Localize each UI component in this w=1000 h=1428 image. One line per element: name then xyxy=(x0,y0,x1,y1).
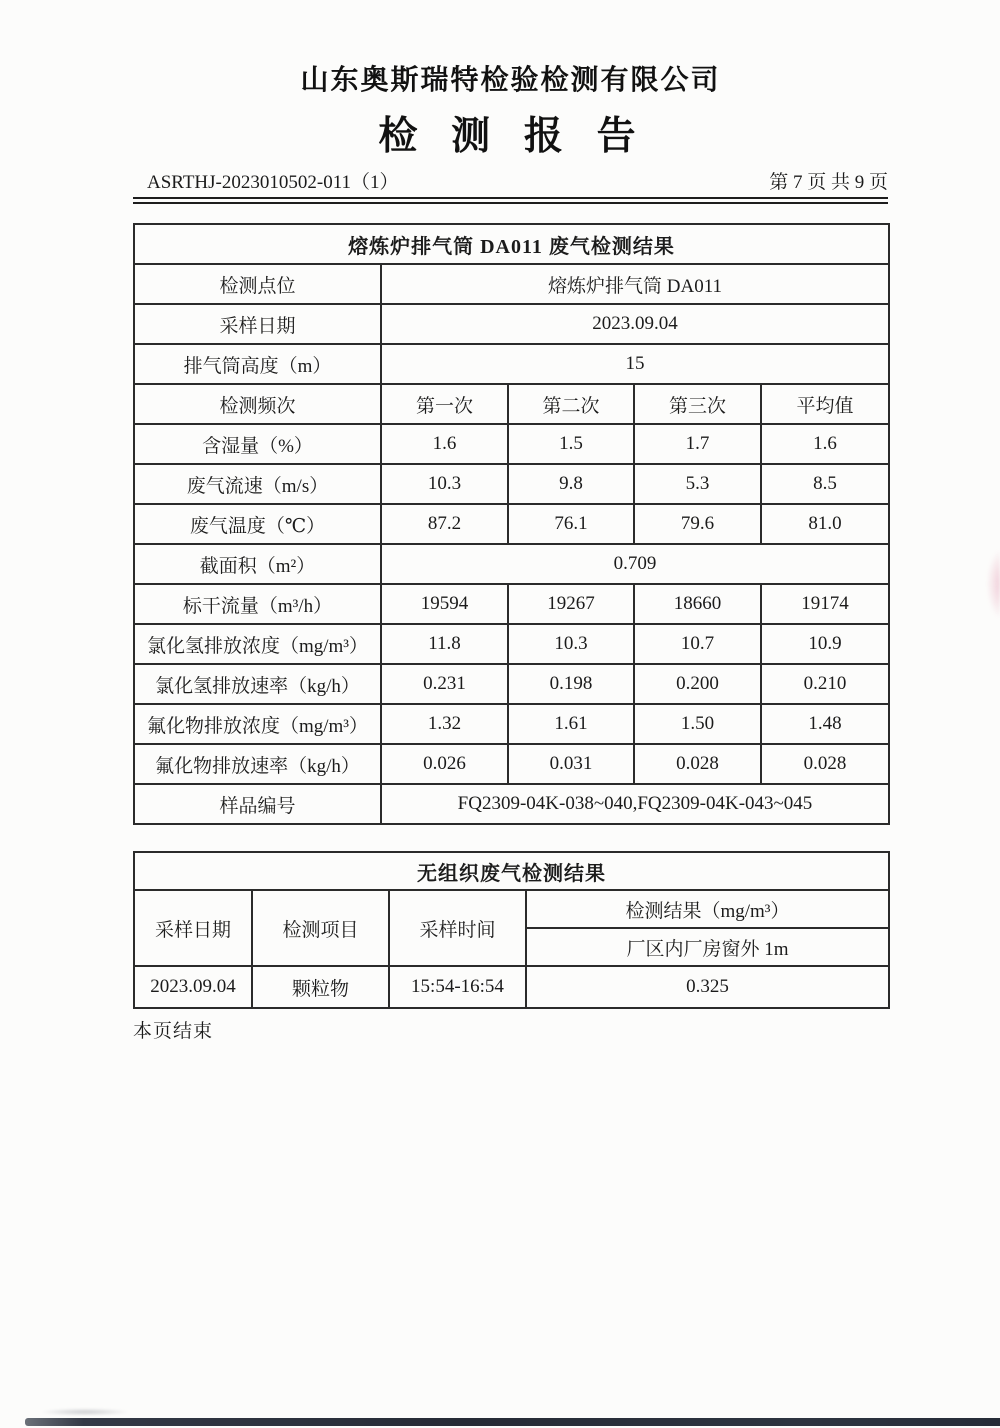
cell-value: 81.0 xyxy=(761,504,889,544)
cell-value: 10.7 xyxy=(634,624,761,664)
row-label: 废气温度（℃） xyxy=(134,504,381,544)
table-row-frequency-header xyxy=(134,384,889,424)
cell-value: 19594 xyxy=(381,584,508,624)
cell-value: 0.031 xyxy=(508,744,634,784)
cell-value: 0.028 xyxy=(634,744,761,784)
cell-value: 1.6 xyxy=(761,424,889,464)
table1-title: 熔炼炉排气筒 DA011 废气检测结果 xyxy=(134,224,889,264)
row-label: 氯化氢排放速率（kg/h） xyxy=(134,664,381,704)
table-row-gas-temperature xyxy=(134,504,889,544)
cell-value: 87.2 xyxy=(381,504,508,544)
report-number: ASRTHJ-2023010502-011（1） xyxy=(147,172,399,193)
company-name: 山东奥斯瑞特检验检测有限公司 xyxy=(300,65,721,96)
cell-value: 10.9 xyxy=(761,624,889,664)
cell-value: 0.198 xyxy=(508,664,634,704)
cell-value: 11.8 xyxy=(381,624,508,664)
row-label: 含湿量（%） xyxy=(134,424,381,464)
col-header-sampling-date: 采样日期 xyxy=(134,890,252,966)
cell-value: 5.3 xyxy=(634,464,761,504)
cell-value: 1.5 xyxy=(508,424,634,464)
table-title-row xyxy=(134,852,889,890)
red-stamp-edge-artifact xyxy=(986,548,1000,620)
table-row-hcl-concentration xyxy=(134,624,889,664)
cell-value: 19267 xyxy=(508,584,634,624)
cell-value: 76.1 xyxy=(508,504,634,544)
row-value: 2023.09.04 xyxy=(381,304,889,344)
row-label: 氯化氢排放浓度（mg/m³） xyxy=(134,624,381,664)
row-value: 0.709 xyxy=(381,544,889,584)
cell-value: 0.026 xyxy=(381,744,508,784)
col-header-second: 第二次 xyxy=(508,384,634,424)
cell-value: 79.6 xyxy=(634,504,761,544)
row-label: 排气筒高度（m） xyxy=(134,344,381,384)
stack-gas-results-table xyxy=(133,223,890,825)
row-label: 截面积（m²） xyxy=(134,544,381,584)
col-subheader-location: 厂区内厂房窗外 1m xyxy=(526,928,889,966)
table-row-cross-section xyxy=(134,544,889,584)
cell-value: 8.5 xyxy=(761,464,889,504)
cell-value: 9.8 xyxy=(508,464,634,504)
report-page xyxy=(133,0,888,1043)
table-row-dry-flow xyxy=(134,584,889,624)
cell-value: 10.3 xyxy=(381,464,508,504)
page-end-note: 本页结束 xyxy=(133,1021,214,1042)
row-label: 检测频次 xyxy=(134,384,381,424)
scan-bottom-edge-artifact xyxy=(25,1418,1000,1426)
col-header-test-item: 检测项目 xyxy=(252,890,389,966)
table-row-gas-velocity xyxy=(134,464,889,504)
col-header-third: 第三次 xyxy=(634,384,761,424)
row-label: 废气流速（m/s） xyxy=(134,464,381,504)
cell-sampling-time: 15:54-16:54 xyxy=(389,966,526,1008)
cell-value: 0.210 xyxy=(761,664,889,704)
cell-sampling-date: 2023.09.04 xyxy=(134,966,252,1008)
table-data-row xyxy=(134,966,889,1008)
page-indicator: 第 7 页 共 9 页 xyxy=(769,172,888,193)
col-header-result: 检测结果（mg/m³） xyxy=(526,890,889,928)
table-header-row xyxy=(134,890,889,928)
table-title-row xyxy=(134,224,889,264)
table-row-stack-height xyxy=(134,344,889,384)
cell-value: 1.61 xyxy=(508,704,634,744)
cell-value: 18660 xyxy=(634,584,761,624)
cell-value: 1.6 xyxy=(381,424,508,464)
cell-value: 1.48 xyxy=(761,704,889,744)
col-header-average: 平均值 xyxy=(761,384,889,424)
cell-value: 1.32 xyxy=(381,704,508,744)
cell-value: 1.7 xyxy=(634,424,761,464)
cell-value: 0.200 xyxy=(634,664,761,704)
table-row-monitoring-point xyxy=(134,264,889,304)
col-header-first: 第一次 xyxy=(381,384,508,424)
table-row-fluoride-concentration xyxy=(134,704,889,744)
row-label: 采样日期 xyxy=(134,304,381,344)
cell-value: 19174 xyxy=(761,584,889,624)
fugitive-gas-results-table xyxy=(133,851,890,1009)
report-title: 检 测 报 告 xyxy=(378,115,643,158)
cell-value: 0.231 xyxy=(381,664,508,704)
cell-value: 10.3 xyxy=(508,624,634,664)
row-label: 标干流量（m³/h） xyxy=(134,584,381,624)
report-meta xyxy=(133,167,888,194)
table-row-moisture xyxy=(134,424,889,464)
cell-value: 1.50 xyxy=(634,704,761,744)
row-value: 15 xyxy=(381,344,889,384)
row-value: FQ2309-04K-038~040,FQ2309-04K-043~045 xyxy=(381,784,889,824)
table-row-sampling-date xyxy=(134,304,889,344)
table-row-hcl-rate xyxy=(134,664,889,704)
table2-title: 无组织废气检测结果 xyxy=(134,852,889,890)
table-row-fluoride-rate xyxy=(134,744,889,784)
col-header-sampling-time: 采样时间 xyxy=(389,890,526,966)
cell-result: 0.325 xyxy=(526,966,889,1008)
cell-value: 0.028 xyxy=(761,744,889,784)
table-row-sample-id xyxy=(134,784,889,824)
header-divider xyxy=(133,197,888,204)
cell-test-item: 颗粒物 xyxy=(252,966,389,1008)
row-label: 样品编号 xyxy=(134,784,381,824)
row-label: 氟化物排放速率（kg/h） xyxy=(134,744,381,784)
scan-smudge-artifact xyxy=(40,1408,130,1416)
row-label: 氟化物排放浓度（mg/m³） xyxy=(134,704,381,744)
row-value: 熔炼炉排气筒 DA011 xyxy=(381,264,889,304)
row-label: 检测点位 xyxy=(134,264,381,304)
